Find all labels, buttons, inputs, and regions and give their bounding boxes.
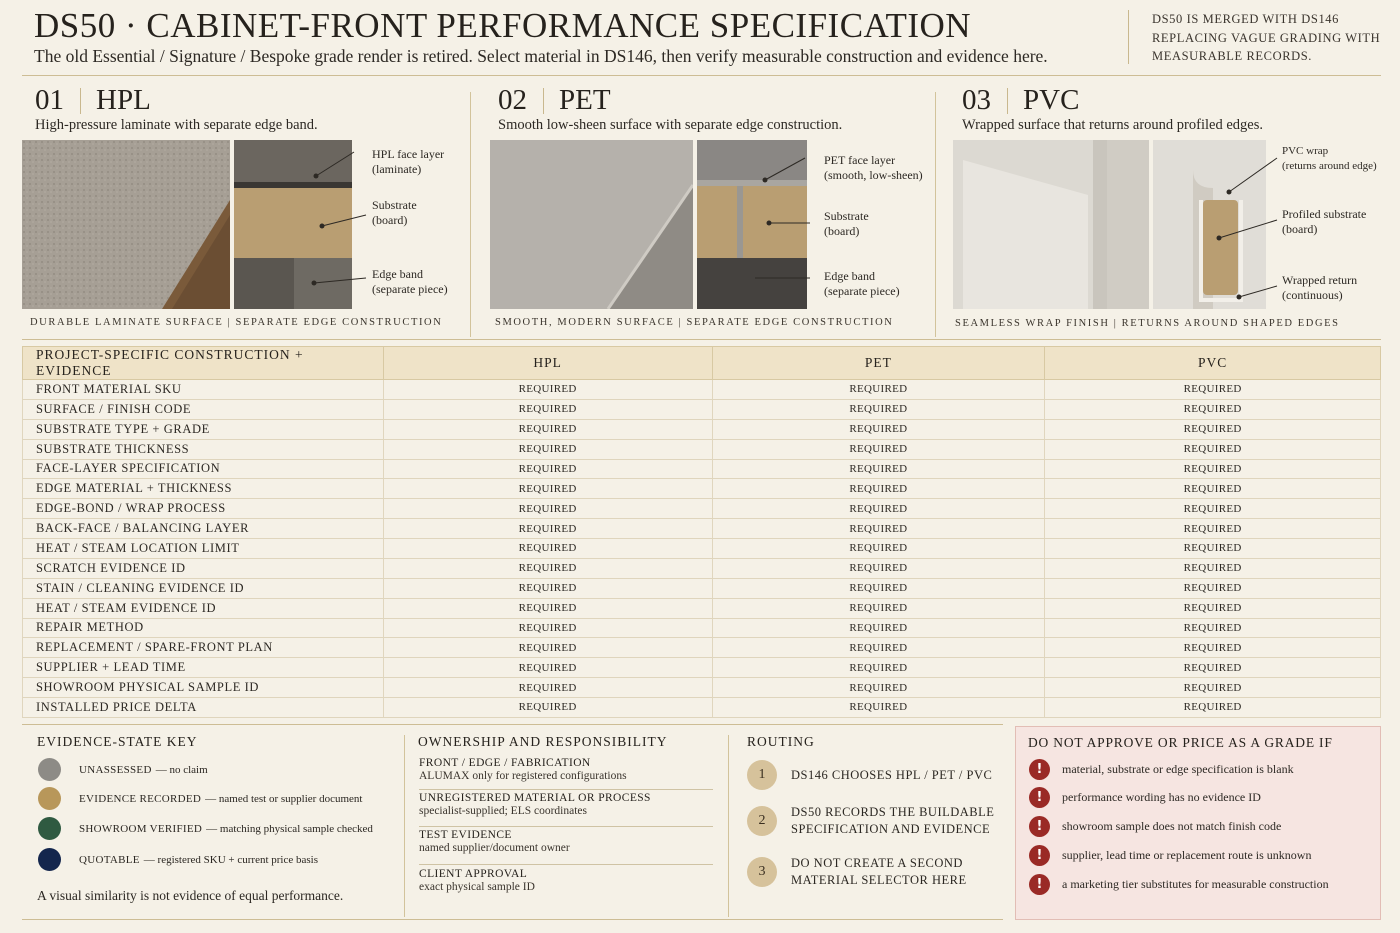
evidence-key-item: SHOWROOM VERIFIED — matching physical sample checked bbox=[38, 817, 373, 840]
requirement-cell: REQUIRED bbox=[712, 698, 1045, 718]
do-not-approve-heading: DO NOT APPROVE OR PRICE AS A GRADE IF bbox=[1028, 735, 1333, 750]
column-divider bbox=[404, 735, 405, 917]
table-row bbox=[23, 439, 1381, 459]
step-number-badge: 2 bbox=[747, 806, 777, 836]
material-number: 01 bbox=[35, 84, 64, 116]
row-label: REPLACEMENT / SPARE-FRONT PLAN bbox=[23, 638, 384, 658]
material-caption: DURABLE LAMINATE SURFACE | SEPARATE EDGE CONSTRUCTION bbox=[30, 317, 443, 328]
merge-note: DS50 IS MERGED WITH DS146 REPLACING VAGUE GRADING WITH MEASURABLE RECORDS. bbox=[1128, 10, 1390, 64]
row-label: HEAT / STEAM EVIDENCE ID bbox=[23, 598, 384, 618]
material-description: Wrapped surface that returns around profiled edges. bbox=[962, 117, 1263, 133]
table-row bbox=[23, 638, 1381, 658]
requirement-cell: REQUIRED bbox=[712, 380, 1045, 400]
callout-pet-edge: Edge band (separate piece) bbox=[824, 269, 900, 298]
requirement-cell: REQUIRED bbox=[1045, 499, 1381, 519]
callout-hpl-edge: Edge band (separate piece) bbox=[372, 267, 448, 296]
step-number-badge: 1 bbox=[747, 760, 777, 790]
requirement-cell: REQUIRED bbox=[712, 439, 1045, 459]
requirement-cell: REQUIRED bbox=[712, 558, 1045, 578]
evidence-key-footnote: A visual similarity is not evidence of equal performance. bbox=[37, 888, 344, 903]
requirement-cell: REQUIRED bbox=[712, 578, 1045, 598]
callout-pet-substrate: Substrate (board) bbox=[824, 209, 869, 238]
requirement-cell: REQUIRED bbox=[1045, 539, 1381, 559]
material-name: HPL bbox=[96, 84, 151, 116]
requirement-cell: REQUIRED bbox=[1045, 578, 1381, 598]
pvc-surface-image bbox=[953, 140, 1149, 309]
requirement-cell: REQUIRED bbox=[383, 419, 712, 439]
requirement-cell: REQUIRED bbox=[712, 638, 1045, 658]
table-row bbox=[23, 678, 1381, 698]
row-label: SHOWROOM PHYSICAL SAMPLE ID bbox=[23, 678, 384, 698]
row-label: SUPPLIER + LEAD TIME bbox=[23, 658, 384, 678]
column-header: PVC bbox=[1045, 347, 1381, 380]
requirement-cell: REQUIRED bbox=[383, 539, 712, 559]
row-label: FRONT MATERIAL SKU bbox=[23, 380, 384, 400]
requirement-cell: REQUIRED bbox=[1045, 598, 1381, 618]
table-row bbox=[23, 558, 1381, 578]
ownership-item: CLIENT APPROVAL exact physical sample ID bbox=[419, 868, 535, 893]
requirement-cell: REQUIRED bbox=[712, 678, 1045, 698]
column-header: PET bbox=[712, 347, 1045, 380]
warning-item: ! a marketing tier substitutes for measurable construction bbox=[1029, 874, 1329, 895]
row-label: EDGE-BOND / WRAP PROCESS bbox=[23, 499, 384, 519]
requirement-cell: REQUIRED bbox=[1045, 618, 1381, 638]
callout-pvc-wrap: PVC wrap (returns around edge) bbox=[1282, 145, 1377, 172]
evidence-key-heading: EVIDENCE-STATE KEY bbox=[37, 734, 198, 749]
row-label: STAIN / CLEANING EVIDENCE ID bbox=[23, 578, 384, 598]
callout-pet-face: PET face layer (smooth, low-sheen) bbox=[824, 153, 923, 182]
requirement-cell: REQUIRED bbox=[383, 439, 712, 459]
requirement-cell: REQUIRED bbox=[383, 698, 712, 718]
material-title bbox=[498, 84, 611, 117]
table-row bbox=[23, 539, 1381, 559]
requirement-cell: REQUIRED bbox=[712, 658, 1045, 678]
requirement-cell: REQUIRED bbox=[383, 519, 712, 539]
warning-item: ! supplier, lead time or replacement route is unknown bbox=[1029, 845, 1311, 866]
requirement-cell: REQUIRED bbox=[383, 578, 712, 598]
requirement-cell: REQUIRED bbox=[712, 598, 1045, 618]
requirement-cell: REQUIRED bbox=[1045, 439, 1381, 459]
evidence-key-item: EVIDENCE RECORDED — named test or supplier document bbox=[38, 787, 362, 810]
requirement-cell: REQUIRED bbox=[383, 638, 712, 658]
requirement-cell: REQUIRED bbox=[712, 419, 1045, 439]
requirement-cell: REQUIRED bbox=[1045, 459, 1381, 479]
alert-icon: ! bbox=[1029, 759, 1050, 780]
routing-step: 2 DS50 RECORDS THE BUILDABLE SPECIFICATION AND EVIDENCE bbox=[747, 804, 994, 838]
table-row bbox=[23, 419, 1381, 439]
pvc-callout-lines bbox=[1205, 140, 1285, 310]
ownership-item: UNREGISTERED MATERIAL OR PROCESS specialist-supplied; ELS coordinates bbox=[419, 792, 651, 817]
routing-step: 1 DS146 CHOOSES HPL / PET / PVC bbox=[747, 760, 992, 790]
alert-icon: ! bbox=[1029, 874, 1050, 895]
table-row bbox=[23, 479, 1381, 499]
requirement-cell: REQUIRED bbox=[712, 499, 1045, 519]
column-header: PROJECT-SPECIFIC CONSTRUCTION + EVIDENCE bbox=[23, 347, 384, 380]
table-row bbox=[23, 519, 1381, 539]
callout-pvc-substrate: Profiled substrate (board) bbox=[1282, 207, 1367, 236]
row-label: INSTALLED PRICE DELTA bbox=[23, 698, 384, 718]
column-header: HPL bbox=[383, 347, 712, 380]
state-dot-icon bbox=[38, 787, 61, 810]
requirement-cell: REQUIRED bbox=[1045, 658, 1381, 678]
ownership-divider bbox=[419, 864, 713, 865]
alert-icon: ! bbox=[1029, 816, 1050, 837]
table-row bbox=[23, 598, 1381, 618]
ownership-divider bbox=[419, 789, 713, 790]
do-not-approve-panel bbox=[1015, 726, 1381, 920]
requirement-cell: REQUIRED bbox=[712, 399, 1045, 419]
callout-hpl-face: HPL face layer (laminate) bbox=[372, 147, 445, 176]
requirement-cell: REQUIRED bbox=[383, 459, 712, 479]
page-subtitle: The old Essential / Signature / Bespoke grade render is retired. Select material in DS146, then verify measurable construction and evidence here. bbox=[34, 46, 1048, 66]
pet-callout-lines bbox=[755, 140, 825, 300]
header-divider bbox=[22, 75, 1381, 76]
requirement-cell: REQUIRED bbox=[1045, 698, 1381, 718]
requirement-cell: REQUIRED bbox=[383, 499, 712, 519]
requirement-cell: REQUIRED bbox=[1045, 638, 1381, 658]
requirement-cell: REQUIRED bbox=[1045, 479, 1381, 499]
requirement-cell: REQUIRED bbox=[712, 479, 1045, 499]
material-caption: SMOOTH, MODERN SURFACE | SEPARATE EDGE CONSTRUCTION bbox=[495, 317, 894, 328]
row-label: FACE-LAYER SPECIFICATION bbox=[23, 459, 384, 479]
requirement-cell: REQUIRED bbox=[383, 598, 712, 618]
material-description: High-pressure laminate with separate edge band. bbox=[35, 117, 318, 133]
spec-table bbox=[22, 346, 1381, 718]
material-number: 02 bbox=[498, 84, 527, 116]
routing-step: 3 DO NOT CREATE A SECOND MATERIAL SELECTOR HERE bbox=[747, 855, 967, 889]
requirement-cell: REQUIRED bbox=[1045, 558, 1381, 578]
warning-item: ! showroom sample does not match finish code bbox=[1029, 816, 1281, 837]
table-row bbox=[23, 698, 1381, 718]
requirement-cell: REQUIRED bbox=[383, 399, 712, 419]
warning-item: ! material, substrate or edge specification is blank bbox=[1029, 759, 1294, 780]
material-number: 03 bbox=[962, 84, 991, 116]
alert-icon: ! bbox=[1029, 845, 1050, 866]
callout-hpl-substrate: Substrate (board) bbox=[372, 198, 417, 227]
hpl-surface-image bbox=[22, 140, 230, 309]
material-name: PVC bbox=[1023, 84, 1080, 116]
pet-surface-image bbox=[490, 140, 693, 309]
ownership-divider bbox=[419, 826, 713, 827]
requirement-cell: REQUIRED bbox=[383, 479, 712, 499]
hpl-callout-lines bbox=[300, 140, 375, 300]
row-label: EDGE MATERIAL + THICKNESS bbox=[23, 479, 384, 499]
requirement-cell: REQUIRED bbox=[1045, 519, 1381, 539]
alert-icon: ! bbox=[1029, 787, 1050, 808]
requirement-cell: REQUIRED bbox=[1045, 380, 1381, 400]
material-title bbox=[35, 84, 151, 117]
state-dot-icon bbox=[38, 848, 61, 871]
state-dot-icon bbox=[38, 817, 61, 840]
table-row bbox=[23, 380, 1381, 400]
requirement-cell: REQUIRED bbox=[383, 380, 712, 400]
requirement-cell: REQUIRED bbox=[383, 618, 712, 638]
step-number-badge: 3 bbox=[747, 857, 777, 887]
row-label: SUBSTRATE THICKNESS bbox=[23, 439, 384, 459]
table-row bbox=[23, 578, 1381, 598]
section-divider bbox=[22, 339, 1381, 340]
row-label: HEAT / STEAM LOCATION LIMIT bbox=[23, 539, 384, 559]
table-row bbox=[23, 399, 1381, 419]
warning-item: ! performance wording has no evidence ID bbox=[1029, 787, 1261, 808]
row-label: SCRATCH EVIDENCE ID bbox=[23, 558, 384, 578]
evidence-key-item: QUOTABLE — registered SKU + current price basis bbox=[38, 848, 318, 871]
requirement-cell: REQUIRED bbox=[1045, 678, 1381, 698]
ownership-item: FRONT / EDGE / FABRICATION ALUMAX only for registered configurations bbox=[419, 757, 627, 782]
requirement-cell: REQUIRED bbox=[1045, 399, 1381, 419]
material-caption: SEAMLESS WRAP FINISH | RETURNS AROUND SHAPED EDGES bbox=[955, 318, 1340, 329]
routing-heading: ROUTING bbox=[747, 734, 815, 749]
table-body bbox=[23, 380, 1381, 718]
material-title bbox=[962, 84, 1079, 117]
requirement-cell: REQUIRED bbox=[712, 539, 1045, 559]
panel-divider bbox=[470, 92, 471, 337]
requirement-cell: REQUIRED bbox=[383, 678, 712, 698]
requirement-cell: REQUIRED bbox=[712, 459, 1045, 479]
table-row bbox=[23, 459, 1381, 479]
callout-pvc-return: Wrapped return (continuous) bbox=[1282, 273, 1358, 302]
table-row bbox=[23, 658, 1381, 678]
material-description: Smooth low-sheen surface with separate edge construction. bbox=[498, 117, 843, 133]
row-label: SUBSTRATE TYPE + GRADE bbox=[23, 419, 384, 439]
table-row bbox=[23, 618, 1381, 638]
table-row bbox=[23, 499, 1381, 519]
requirement-cell: REQUIRED bbox=[1045, 419, 1381, 439]
panel-divider bbox=[935, 92, 936, 337]
state-dot-icon bbox=[38, 758, 61, 781]
ownership-item: TEST EVIDENCE named supplier/document owner bbox=[419, 829, 570, 854]
requirement-cell: REQUIRED bbox=[712, 618, 1045, 638]
row-label: BACK-FACE / BALANCING LAYER bbox=[23, 519, 384, 539]
column-divider bbox=[728, 735, 729, 917]
requirement-cell: REQUIRED bbox=[712, 519, 1045, 539]
requirement-cell: REQUIRED bbox=[383, 558, 712, 578]
material-name: PET bbox=[559, 84, 611, 116]
requirement-cell: REQUIRED bbox=[383, 658, 712, 678]
ownership-heading: OWNERSHIP AND RESPONSIBILITY bbox=[418, 734, 668, 749]
table-header-row bbox=[23, 347, 1381, 380]
row-label: SURFACE / FINISH CODE bbox=[23, 399, 384, 419]
evidence-key-item: UNASSESSED — no claim bbox=[38, 758, 208, 781]
row-label: REPAIR METHOD bbox=[23, 618, 384, 638]
page-title: DS50 · CABINET-FRONT PERFORMANCE SPECIFICATION bbox=[34, 6, 972, 45]
